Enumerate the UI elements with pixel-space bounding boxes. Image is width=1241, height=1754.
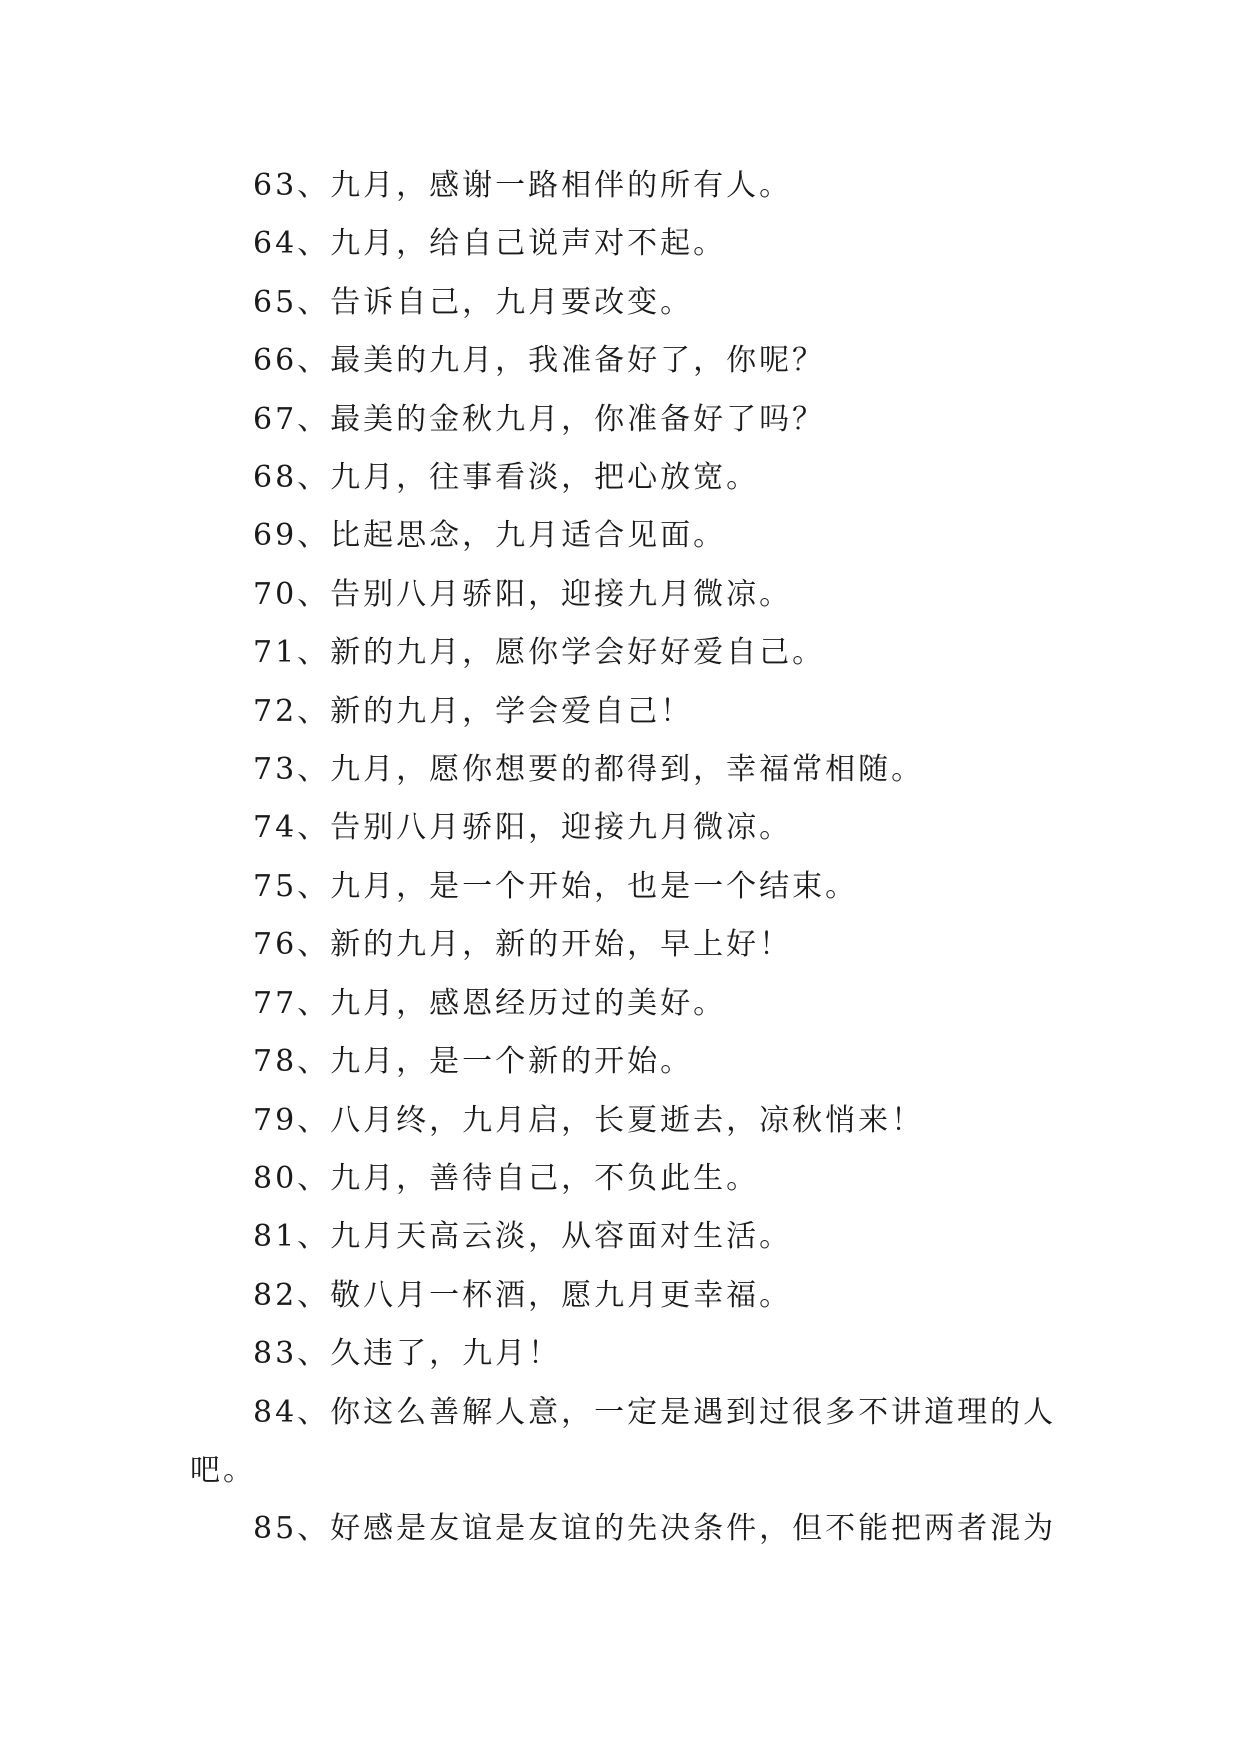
list-item: 75、九月，是一个开始，也是一个结束。 — [253, 868, 859, 904]
list-item: 68、九月，往事看淡，把心放宽。 — [253, 460, 760, 496]
document-body — [190, 157, 1060, 1559]
list-item: 67、最美的金秋九月，你准备好了吗？ — [253, 401, 826, 437]
list-item: 73、九月，愿你想要的都得到，幸福常相随。 — [253, 752, 925, 788]
list-item: 74、告别八月骄阳，迎接九月微凉。 — [253, 810, 793, 846]
list-item: 65、告诉自己，九月要改变。 — [253, 284, 694, 320]
list-item: 77、九月，感恩经历过的美好。 — [253, 985, 727, 1021]
list-item: 80、九月，善待自己，不负此生。 — [253, 1160, 760, 1196]
list-item: 66、最美的九月，我准备好了，你呢？ — [253, 343, 826, 379]
list-item: 72、新的九月，学会爱自己！ — [253, 693, 694, 729]
list-item: 83、久违了，九月！ — [253, 1336, 562, 1372]
list-item: 82、敬八月一杯酒，愿九月更幸福。 — [253, 1277, 793, 1313]
list-item: 84、你这么善解人意，一定是遇到过很多不讲道理的人吧。 — [190, 1394, 1057, 1488]
list-item: 71、新的九月，愿你学会好好爱自己。 — [253, 635, 826, 671]
list-item: 70、告别八月骄阳，迎接九月微凉。 — [253, 576, 793, 612]
list-item: 64、九月，给自己说声对不起。 — [253, 226, 727, 262]
list-item: 78、九月，是一个新的开始。 — [253, 1044, 694, 1080]
list-item: 85、好感是友谊是友谊的先决条件，但不能把两者混为 — [253, 1511, 1057, 1547]
list-item: 69、比起思念，九月适合见面。 — [253, 518, 727, 554]
list-item: 63、九月，感谢一路相伴的所有人。 — [253, 168, 793, 203]
list-item: 76、新的九月，新的开始，早上好！ — [253, 927, 793, 963]
list-item: 81、九月天高云淡，从容面对生活。 — [253, 1219, 793, 1255]
list-item: 79、八月终，九月启，长夏逝去，凉秋悄来！ — [253, 1102, 925, 1138]
